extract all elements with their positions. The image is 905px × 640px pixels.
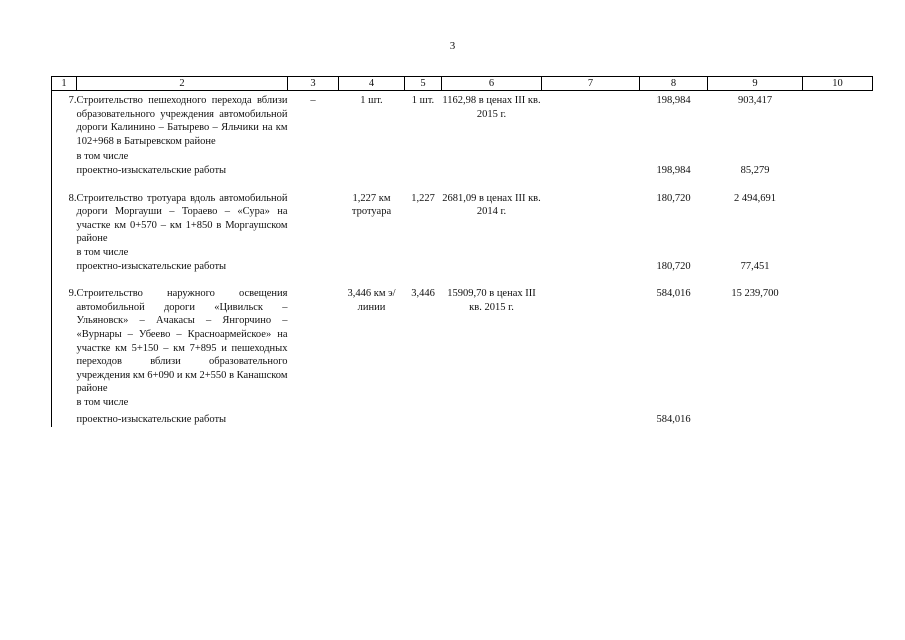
table-subrow: [52, 260, 873, 274]
header-col-1: 1: [52, 77, 77, 91]
page-number: 3: [449, 40, 456, 52]
row-description: Строительство тротуара вдоль автомобильной дороги Моргауши – Тораево – «Сура» на участке км 0+570 – км 1+850 в Моргаушском районе: [76, 192, 288, 245]
subrow-description: проектно-изыскательские работы: [76, 164, 227, 176]
row-number: 9.: [52, 287, 77, 396]
row-col-7: [542, 192, 640, 246]
works-table: [51, 76, 873, 427]
subrow-col-8: 180,720: [656, 260, 691, 272]
subrow-col-9: [708, 413, 803, 427]
subrow-label: в том числе: [76, 151, 129, 163]
row-col-3: –: [310, 95, 316, 106]
table-subrow: [52, 164, 873, 178]
row-description: Строительство наружного освещения автомобильной дороги «Цивильск – Ульяновск» – Ачакасы – Янгорчино – «Вурнары – Убеево – Красноармейское» на участке км 5+150 – км 7+895 и пешеходных переходов вблизи образовательного учреждения км 6+090 и км 2+550 в Канашском районе: [76, 288, 288, 395]
table-row: [52, 192, 873, 246]
row-col-8: 584,016: [656, 288, 691, 300]
row-col-4: 1,227 км тротуара: [351, 192, 392, 218]
row-col-6: 1162,98 в ценах III кв. 2015 г.: [442, 95, 541, 120]
row-col-8: 180,720: [656, 192, 691, 204]
header-row: [52, 77, 873, 91]
row-col-9: 2 494,691: [734, 192, 776, 204]
table-subrow: [52, 246, 873, 260]
subrow-label: в том числе: [76, 246, 129, 258]
subrow-col-8: 198,984: [656, 164, 691, 176]
header-col-7: 7: [542, 77, 640, 91]
header-col-2: 2: [77, 77, 288, 91]
row-col-3: [288, 287, 339, 396]
row-col-5: 1,227: [411, 192, 435, 204]
row-col-7: [542, 287, 640, 396]
header-col-4: 4: [339, 77, 405, 91]
header-col-10: 10: [803, 77, 873, 91]
row-description: Строительство пешеходного перехода вблизи образовательного учреждения автомобильной дороги Калинино – Батырево – Яльчики на км 102+968 в Батыревском районе: [76, 95, 288, 147]
row-col-4: 1 шт.: [360, 95, 383, 106]
table-subrow: [52, 396, 873, 410]
header-col-9: 9: [708, 77, 803, 91]
table-subrow: [52, 150, 873, 164]
subrow-description: проектно-изыскательские работы: [76, 414, 227, 426]
row-col-10: [803, 94, 873, 148]
header-col-3: 3: [288, 77, 339, 91]
header-col-5: 5: [405, 77, 442, 91]
row-col-3: [288, 192, 339, 246]
row-col-6: 2681,09 в ценах III кв. 2014 г.: [442, 192, 541, 218]
row-number: 7.: [52, 94, 77, 148]
subrow-col-8: 584,016: [656, 414, 691, 426]
header-col-6: 6: [442, 77, 542, 91]
row-col-5: 3,446: [411, 288, 435, 300]
row-col-8: 198,984: [656, 95, 691, 106]
table-row: [52, 94, 873, 148]
header-col-8: 8: [640, 77, 708, 91]
row-col-4: 3,446 км э/линии: [347, 288, 396, 313]
row-col-5: 1 шт.: [411, 95, 435, 106]
subrow-label: в том числе: [76, 396, 129, 408]
row-col-9: 903,417: [737, 95, 773, 106]
row-col-7: [542, 94, 640, 148]
subrow-col-9: 85,279: [740, 164, 770, 176]
row-col-6: 15909,70 в ценах III кв. 2015 г.: [447, 288, 536, 313]
row-col-10: [803, 287, 873, 396]
table-subrow: [52, 413, 873, 427]
subrow-description: проектно-изыскательские работы: [76, 260, 227, 272]
table-row: [52, 287, 873, 396]
row-number: 8.: [52, 192, 77, 246]
subrow-col-9: 77,451: [740, 260, 770, 272]
row-col-9: 15 239,700: [731, 288, 779, 300]
row-col-10: [803, 192, 873, 246]
